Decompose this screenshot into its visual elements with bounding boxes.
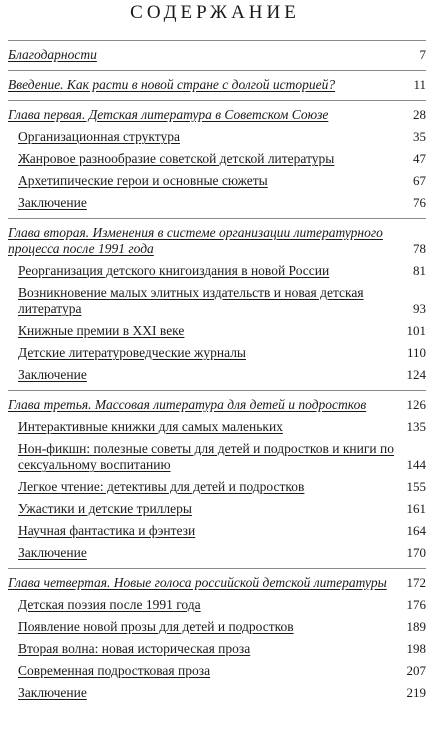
toc-subsection-entry-page-number: 176 (406, 597, 426, 612)
toc-subsection-entry[interactable] (18, 367, 426, 383)
toc-section (8, 70, 426, 93)
toc-subsection-entry[interactable] (18, 619, 426, 635)
toc-subsection-entry-page-number: 155 (406, 479, 426, 494)
toc-subsection-entry-page-number: 124 (406, 367, 426, 382)
toc-subsection-entry-page-number: 101 (406, 323, 426, 338)
toc-subsection-entry-page-number: 164 (406, 523, 426, 538)
toc-subsection-entry-page-number: 110 (406, 345, 426, 360)
toc-subsection-entry-page-number: 161 (406, 501, 426, 516)
toc-subsection-entry-title: Вторая волна: новая историческая проза (18, 641, 251, 656)
toc-chapter-entry[interactable] (8, 47, 426, 63)
toc-subsection-entry-page-number: 67 (413, 173, 426, 188)
toc-subsection-entry[interactable] (18, 501, 426, 517)
section-divider (8, 70, 426, 71)
section-divider (8, 568, 426, 569)
toc-subsection-entry-title: Заключение (18, 545, 87, 560)
toc-chapter-entry-page-number: 78 (413, 241, 426, 256)
toc-chapter-entry-title: Глава вторая. Изменения в системе организации литературного процесса после 1991 года (8, 225, 383, 256)
toc-subsection-entry-page-number: 219 (406, 685, 426, 700)
toc-chapter-entry-page-number: 11 (413, 77, 426, 92)
toc-subsection-entry[interactable] (18, 129, 426, 145)
toc-chapter-entry-page-number: 28 (413, 107, 426, 122)
section-divider (8, 390, 426, 391)
toc-subsection-entry-title: Интерактивные книжки для самых маленьких (18, 419, 283, 434)
toc-subsection-entry[interactable] (18, 685, 426, 701)
toc-chapter-entry-title: Благодарности (8, 47, 97, 62)
toc-chapter-entry-title: Глава первая. Детская литература в Советском Союзе (8, 107, 329, 122)
toc-chapter-entry-page-number: 172 (406, 575, 426, 590)
table-of-contents (8, 40, 426, 708)
toc-chapter-entry-title: Введение. Как расти в новой стране с долгой историей? (8, 77, 336, 92)
toc-subsection-entry[interactable] (18, 151, 426, 167)
toc-chapter-entry-title: Глава третья. Массовая литература для детей и подростков (8, 397, 367, 412)
toc-section (8, 100, 426, 211)
toc-chapter-entry[interactable] (8, 77, 426, 93)
toc-chapter-entry-title: Глава четвертая. Новые голоса российской детской литературы (8, 575, 387, 590)
toc-section (8, 568, 426, 701)
page-title: СОДЕРЖАНИЕ (130, 2, 300, 23)
toc-subsection-entry-title: Книжные премии в XXI веке (18, 323, 185, 338)
toc-subsection-entry[interactable] (18, 479, 426, 495)
toc-subsection-entry-title: Организационная структура (18, 129, 180, 144)
toc-subsection-entry-title: Заключение (18, 685, 87, 700)
toc-subsection-entry-page-number: 93 (413, 301, 426, 316)
toc-subsection-entry[interactable] (18, 545, 426, 561)
toc-subsection-entry-page-number: 170 (406, 545, 426, 560)
toc-subsection-entry[interactable] (18, 597, 426, 613)
toc-subsection-entry-title: Детские литературоведческие журналы (18, 345, 246, 360)
toc-subsection-entry[interactable] (18, 641, 426, 657)
toc-subsection-entry-title: Нон-фикшн: полезные советы для детей и подростков и книги по сексуальному воспитанию (18, 441, 394, 472)
toc-section (8, 390, 426, 561)
toc-section (8, 40, 426, 63)
toc-subsection-entry[interactable] (18, 285, 426, 317)
toc-chapter-entry[interactable] (8, 397, 426, 413)
toc-subsection-entry-page-number: 35 (413, 129, 426, 144)
section-divider (8, 40, 426, 41)
toc-chapter-entry[interactable] (8, 107, 426, 123)
toc-subsection-entry-page-number: 47 (413, 151, 426, 166)
toc-chapter-entry[interactable] (8, 225, 426, 257)
toc-subsection-entry-title: Заключение (18, 367, 87, 382)
toc-subsection-entry-title: Ужастики и детские триллеры (18, 501, 192, 516)
toc-subsection-entry[interactable] (18, 195, 426, 211)
toc-subsection-entry-page-number: 144 (406, 457, 426, 472)
toc-subsection-entry-title: Легкое чтение: детективы для детей и подростков (18, 479, 305, 494)
toc-subsection-entry-page-number: 81 (413, 263, 426, 278)
toc-subsection-entry[interactable] (18, 323, 426, 339)
toc-subsection-entry-title: Реорганизация детского книгоиздания в новой России (18, 263, 330, 278)
toc-subsection-entry-title: Научная фантастика и фэнтези (18, 523, 196, 538)
toc-subsection-entry-page-number: 76 (413, 195, 426, 210)
toc-chapter-entry-page-number: 126 (406, 397, 426, 412)
section-divider (8, 218, 426, 219)
toc-subsection-entry[interactable] (18, 441, 426, 473)
toc-chapter-entry[interactable] (8, 575, 426, 591)
toc-section (8, 218, 426, 383)
toc-subsection-entry-title: Современная подростковая проза (18, 663, 211, 678)
toc-subsection-entry-page-number: 135 (406, 419, 426, 434)
toc-subsection-entry-title: Жанровое разнообразие советской детской литературы (18, 151, 335, 166)
toc-subsection-entry-page-number: 198 (406, 641, 426, 656)
toc-subsection-entry-title: Архетипические герои и основные сюжеты (18, 173, 268, 188)
toc-subsection-entry-title: Детская поэзия после 1991 года (18, 597, 201, 612)
toc-subsection-entry[interactable] (18, 419, 426, 435)
toc-subsection-entry-title: Появление новой прозы для детей и подростков (18, 619, 294, 634)
toc-chapter-entry-page-number: 7 (419, 47, 426, 62)
toc-subsection-entry-title: Возникновение малых элитных издательств и новая детская литература (18, 285, 364, 316)
toc-subsection-entry-page-number: 189 (406, 619, 426, 634)
section-divider (8, 100, 426, 101)
toc-subsection-entry[interactable] (18, 523, 426, 539)
toc-subsection-entry-title: Заключение (18, 195, 87, 210)
toc-subsection-entry[interactable] (18, 663, 426, 679)
toc-subsection-entry[interactable] (18, 173, 426, 189)
toc-subsection-entry[interactable] (18, 345, 426, 361)
toc-subsection-entry-page-number: 207 (406, 663, 426, 678)
toc-subsection-entry[interactable] (18, 263, 426, 279)
